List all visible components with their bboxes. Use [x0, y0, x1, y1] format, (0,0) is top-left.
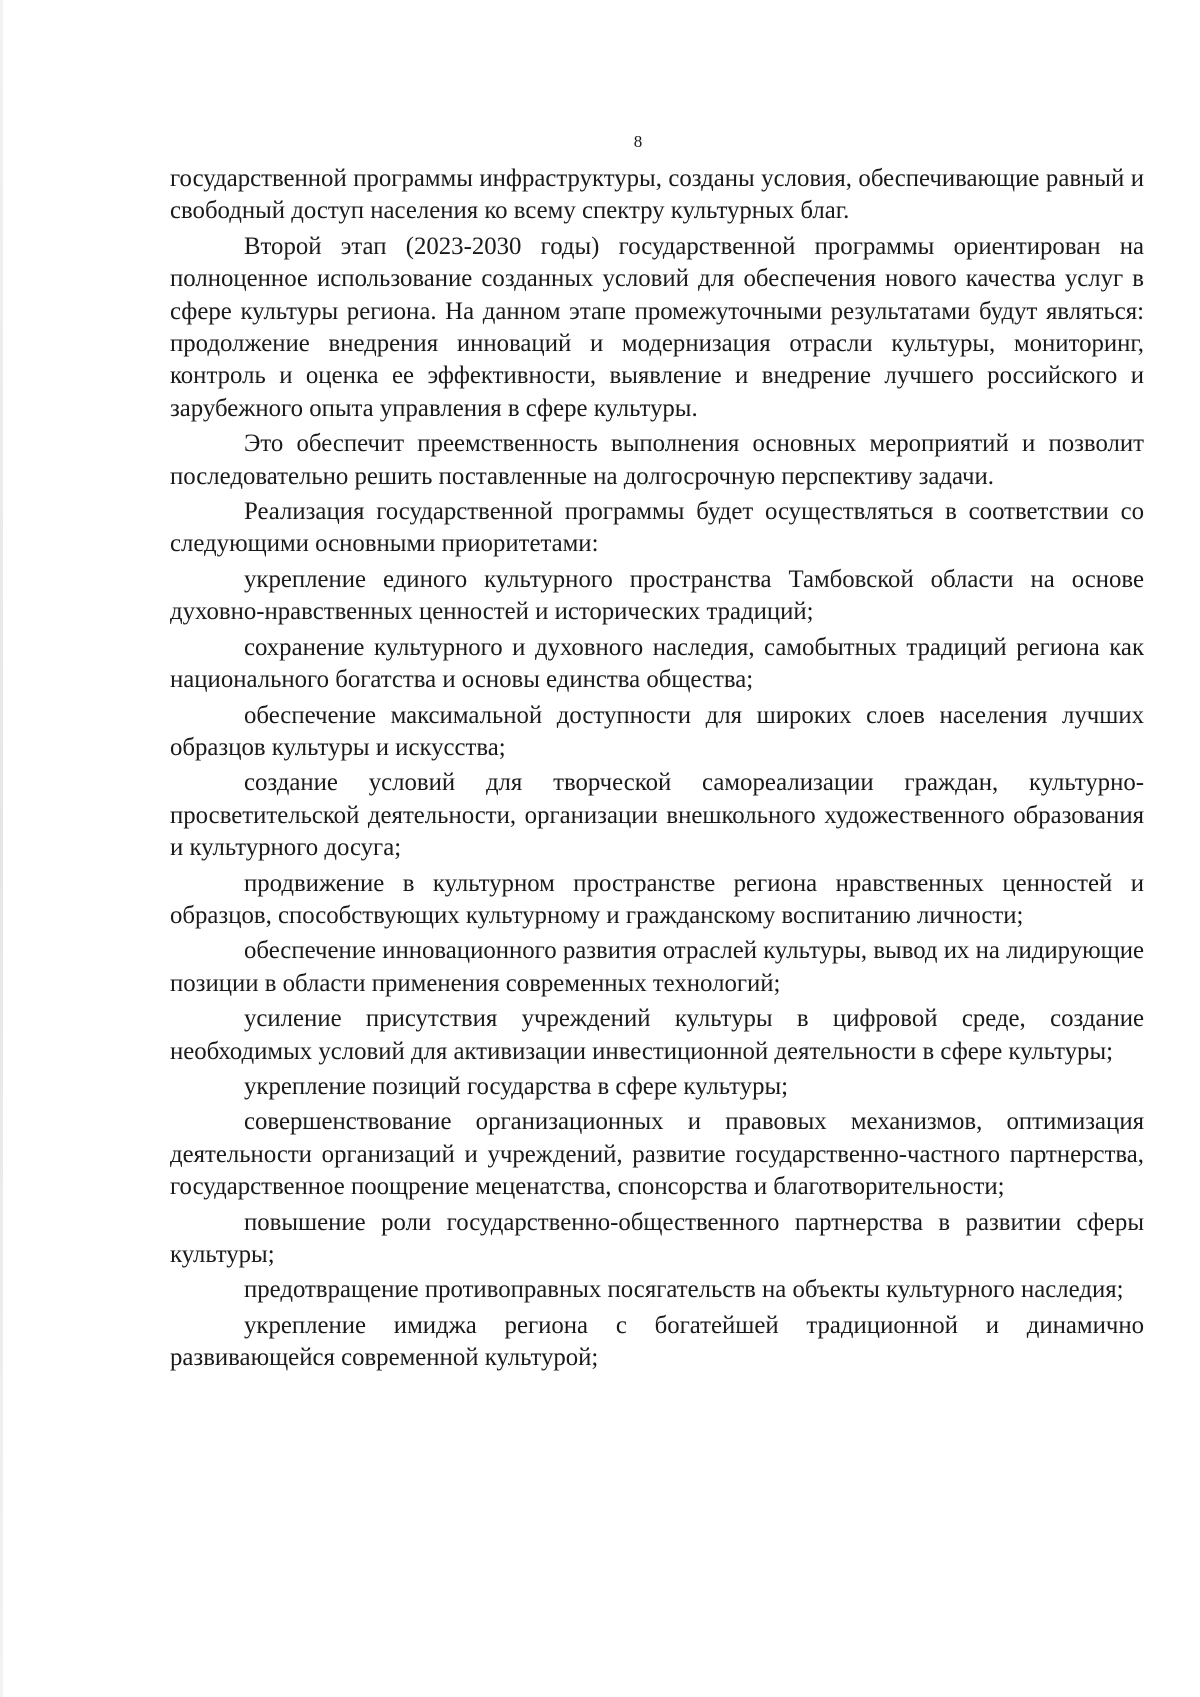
priority-item: укрепление позиций государства в сфере культуры;: [244, 1072, 789, 1100]
priority-item: укрепление имиджа региона с богатейшей традиционной и динамично развивающейся современной культурой;: [170, 1311, 1144, 1372]
paragraph: государственной программы инфраструктуры, созданы условия, обеспечивающие равный и свободный доступ населения ко всему спектру культурных благ.: [170, 165, 1144, 225]
priority-item: обеспечение инновационного развития отраслей культуры, вывод их на лидирующие позиции в области применения современных технологий;: [170, 937, 1144, 997]
priority-item: обеспечение максимальной доступности для широких слоев населения лучших образцов культуры и искусства;: [170, 701, 1144, 761]
scan-edge: [0, 0, 3, 1697]
page-number: 8: [633, 132, 643, 151]
paragraph: Второй этап (2023-2030 годы) государственной программы ориентирован на полноценное использование созданных условий для обеспечения нового качества услуг в сфере культуры региона. На данном этапе промежуточными результатами будут являться: продолжение внедрения инноваций и модернизация отрасли культуры, мониторинг, контроль и оценка ее эффективности, выявление и внедрение лучшего российского и зарубежного опыта управления в сфере культуры.: [170, 232, 1144, 422]
paragraph: Это обеспечит преемственность выполнения основных мероприятий и позволит последовательно решить поставленные на долгосрочную перспективу задачи.: [170, 430, 1144, 490]
priority-item: совершенствование организационных и правовых механизмов, оптимизация деятельности организаций и учреждений, развитие государственно-частного партнерства, государственное поощрение меценатства, спонсорства и благотворительности;: [170, 1108, 1144, 1201]
priority-item: предотвращение противоправных посягательств на объекты культурного наследия;: [244, 1276, 1124, 1304]
paragraph: Реализация государственной программы будет осуществляться в соответствии со следующими основными приоритетами:: [170, 498, 1144, 558]
priority-item: усиление присутствия учреждений культуры в цифровой среде, создание необходимых условий для активизации инвестиционной деятельности в сфере культуры;: [170, 1005, 1144, 1065]
priority-item: создание условий для творческой самореализации граждан, культурно-просветительской деятельности, организации внешкольного художественного образования и культурного досуга;: [170, 769, 1144, 862]
priority-item: повышение роли государственно-общественного партнерства в развитии сферы культуры;: [170, 1208, 1144, 1268]
priority-item: продвижение в культурном пространстве региона нравственных ценностей и образцов, способствующих культурному и гражданскому воспитанию личности;: [170, 869, 1144, 929]
priority-item: укрепление единого культурного пространства Тамбовской области на основе духовно-нравственных ценностей и исторических традиций;: [170, 565, 1144, 626]
priority-item: сохранение культурного и духовного наследия, самобытных традиций региона как национального богатства и основы единства общества;: [170, 633, 1144, 694]
body-text: [170, 163, 1144, 1378]
